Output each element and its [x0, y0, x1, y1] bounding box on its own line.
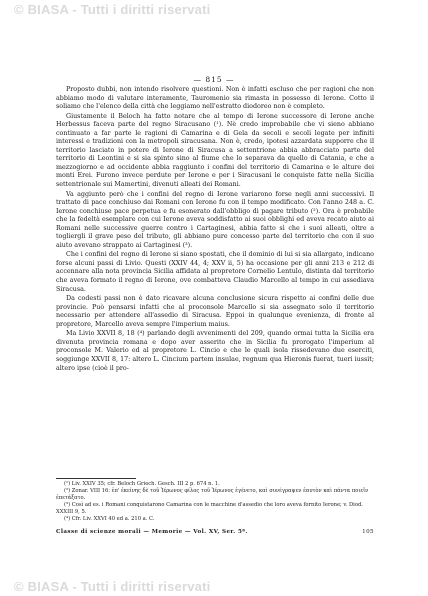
body-text [56, 86, 374, 374]
page-footer [56, 529, 374, 535]
paragraph: Giustamente il Beloch ha fatto notare che al tempo di Ierone successore di Ierone anche Herbessus faceva parte del regno Siracusano (¹). Nè credo improbabile che vi sieno abbiano continuato a far parte le ragioni di Camarina e di Gela da secoli e secoli legate per infiniti interessi e tradizioni con la metropoli siracusana. Non è, credo, ipotesi azzardata supporre che il territorio lasciato in potere di Ierone di Siracusa a settentrione abbia abbracciato parte del territorio di Leontini e si sia spinto sino al fiume che lo separava da quello di Catania, e che a mezzogiorno e ad occidente abbia raggiunto i confini del territorio di Camarina e le alture dei monti Erei. Furono invece perdute per Ierone e per i Siracusani le conquiste fatte nella Sicilia settentrionale sui Mamertini, divenuti alleati dei Romani. [56, 112, 374, 189]
footnote: (⁴) Cfr. Liv. XXVI 40 ed a. 210 a. C. [64, 515, 155, 522]
paragraph: Proposto dubbi, non intendo risolvere questioni. Non è infatti escluso che per ragioni che non abbiamo modo di valutare interamente, Tauromenio sia rimasta in possesso di Ierone. Cotto il soliamo che l'elenco della città che leggiamo nell'estratto diodoreo non è completo. [56, 86, 374, 111]
watermark-bottom: © BIASA - Tutti i diritti riservati [14, 579, 211, 594]
paragraph: Va aggiunto però che i confini del regno di Ierone variarono forse negli anni successivi. Il trattato di pace conchiuso dai Romani con Ierone fu con il tempo modificato. Con l'anno 248 a. C. Ierone conchiuse pace perpetua e fu esonerato dall'obbligo di pagare tributo (²). Ora è probabile che la fedeltà esemplare con cui Ierone aveva soddisfatto ai suoi obblighi ed aveva recato aiuto ai Romani nelle successive guerre contro i Cartaginesi, abbia fatto sì che i suoi alleati, oltre a togliergli il grave peso del tributo, gli abbiano pure concesso parte del territorio che con il suo aiuto avevano strappato ai Cartaginesi (³). [56, 190, 374, 249]
paragraph: Ma Livio XXVII 8, 18 (⁴) parlando degli avvenimenti del 209, quando ormai tutta la Sicilia era divenuta provincia romana e dopo aver asserito che in Sicilia fu prorogato l'imperium al proconsole M. Valerio ed al propretore L. Cincio e che le quali isola rissedevano due eserciti, soggiunge XXVII 8, 17: altero L. Cincium partem insulae, regnum qua Hieronis fuerat, tueri iussit; altero ipse (cioè il pro- [56, 330, 374, 372]
footnote: (²) Zonar. VIII 16: ἐπ' ἐκείνης δὲ τοῦ Ἱέρωνος φίλος τοῦ Ἱέρωνος ἐγένετο, καὶ συνέγραψεν ἑαυτὸν καὶ πάντα ποιεῖν ἐπετάξατο. [56, 487, 369, 501]
footnote: (¹) Liv. XXIV 35; cfr. Beloch Griech. Gesch. III 2 p. 674 n. 1. [64, 481, 220, 487]
paragraph: Che i confini del regno di Ierone si siano spostati, che il dominio di lui si sia allargato, indicano forse alcuni passi di Livio. Questi (XXIV 44, 4; XXV ii, 5) ha occasione per gli anni 213 e 212 di accennare alla nota provincia Sicilia affidata al propretore Cornelio Lentulo, distinta dal territorio che aveva formato il regno di Ierone, ove combatteva Claudio Marcello al tempo in cui assediava Siracusa. [56, 251, 374, 293]
footnote-rule [56, 478, 136, 479]
signature-number: 105 [362, 529, 374, 535]
footnotes [56, 478, 374, 522]
page-number: — 815 — [193, 75, 235, 84]
footnote: (³) Così ad es. i Romani conquistarono Camarina con le macchine d'assedio che loro aveva fornito Ierone; v. Diod. XXXIII 9, 5. [56, 501, 363, 515]
watermark-top: © BIASA - Tutti i diritti riservati [14, 2, 211, 17]
publication-signature: Classe di scienze morali — Memorie — Vol. XV, Ser. 5ª. [56, 529, 248, 535]
paragraph: Da codesti passi non è dato ricavare alcuna conclusione sicura rispetto ai confini delle due provincie. Può pensarsi infatti che al proconsole Marcello si sia assegnato solo il territorio necessario per attendere all'assedio di Siracusa. Eppoi in qualunque evenienza, di fronte al propretore, Marcello aveva sempre l'imperium maius. [56, 295, 374, 328]
